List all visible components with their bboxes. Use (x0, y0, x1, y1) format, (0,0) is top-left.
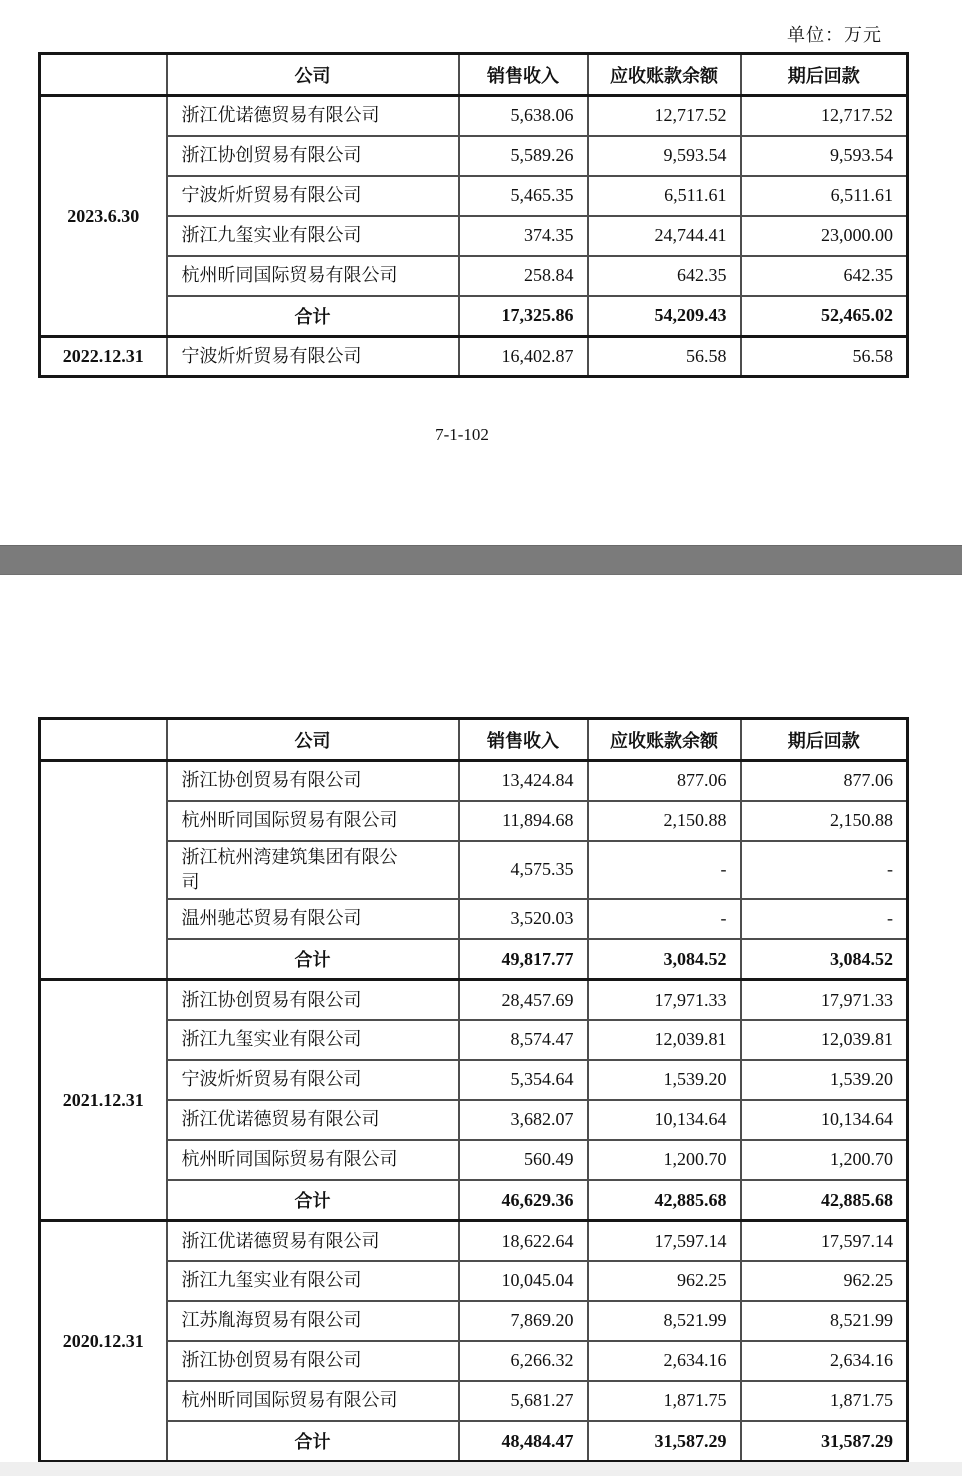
value-cell-sales: 13,424.84 (459, 761, 588, 801)
date-cell: 2023.6.30 (40, 96, 167, 337)
header-cell: 应收账款余额 (588, 54, 741, 96)
company-cell (167, 216, 459, 256)
value-cell-sales: 3,682.07 (459, 1100, 588, 1140)
company-name: 浙江优诺德贸易有限公司 (181, 1230, 380, 1251)
header-cell: 应收账款余额 (588, 719, 741, 761)
value-cell-receivable: 31,587.29 (588, 1421, 741, 1462)
value-cell-sales: 48,484.47 (459, 1421, 588, 1462)
company-name: 温州驰芯贸易有限公司 (181, 908, 362, 929)
table-row (40, 1020, 908, 1060)
table-row (40, 1140, 908, 1180)
value-cell-collection: 31,587.29 (741, 1421, 908, 1462)
company-name: 浙江九玺实业有限公司 (181, 224, 362, 245)
company-cell (167, 96, 459, 136)
total-row (40, 1421, 908, 1462)
value-cell-sales: 10,045.04 (459, 1261, 588, 1301)
value-cell-receivable: 1,200.70 (588, 1140, 741, 1180)
company-cell (167, 1221, 459, 1261)
header-cell (40, 54, 167, 96)
value-cell-sales: 17,325.86 (459, 296, 588, 337)
value-cell-collection: 2,150.88 (741, 801, 908, 841)
value-cell-receivable: 54,209.43 (588, 296, 741, 337)
header-row (40, 719, 908, 761)
total-row (40, 1180, 908, 1221)
company-cell (167, 256, 459, 296)
company-cell (167, 841, 459, 899)
value-cell-collection: 10,134.64 (741, 1100, 908, 1140)
value-cell-receivable: 56.58 (588, 337, 741, 377)
value-cell-sales: 3,520.03 (459, 899, 588, 939)
value-cell-receivable: 24,744.41 (588, 216, 741, 256)
value-cell-sales: 5,589.26 (459, 136, 588, 176)
value-cell-sales: 4,575.35 (459, 841, 588, 899)
value-cell-sales: 5,354.64 (459, 1060, 588, 1100)
company-name: 浙江协创贸易有限公司 (181, 1350, 362, 1371)
value-cell-sales: 28,457.69 (459, 980, 588, 1020)
company-name: 浙江协创贸易有限公司 (181, 144, 362, 165)
value-cell-sales: 560.49 (459, 1140, 588, 1180)
table-row (40, 176, 908, 216)
company-name: 浙江优诺德贸易有限公司 (181, 105, 380, 126)
value-cell-collection: 17,597.14 (741, 1221, 908, 1261)
value-cell-receivable: 1,871.75 (588, 1381, 741, 1421)
value-cell-collection: 2,634.16 (741, 1341, 908, 1381)
header-cell: 销售收入 (459, 719, 588, 761)
header-cell (40, 719, 167, 761)
value-cell-receivable: 42,885.68 (588, 1180, 741, 1221)
value-cell-receivable: 2,150.88 (588, 801, 741, 841)
header-cell: 公司 (167, 719, 459, 761)
company-cell (167, 801, 459, 841)
company-cell (167, 1100, 459, 1140)
value-cell-sales: 11,894.68 (459, 801, 588, 841)
value-cell-receivable: 17,597.14 (588, 1221, 741, 1261)
value-cell-receivable: 2,634.16 (588, 1341, 741, 1381)
company-cell (167, 1381, 459, 1421)
company-cell (167, 980, 459, 1020)
value-cell-receivable: 877.06 (588, 761, 741, 801)
value-cell-collection: 1,539.20 (741, 1060, 908, 1100)
value-cell-collection: 52,465.02 (741, 296, 908, 337)
company-name: 浙江杭州湾建筑集团有限公司 (181, 846, 398, 892)
value-cell-sales: 5,638.06 (459, 96, 588, 136)
company-name: 浙江优诺德贸易有限公司 (181, 1109, 380, 1130)
page-bottom-edge (0, 1462, 962, 1476)
total-label-cell: 合计 (167, 1180, 459, 1221)
table-row (40, 980, 908, 1020)
receivables-table-bottom (38, 717, 909, 1463)
company-name: 杭州昕同国际贸易有限公司 (181, 1149, 398, 1170)
company-name: 杭州昕同国际贸易有限公司 (181, 809, 398, 830)
receivables-table-top (38, 52, 909, 378)
table-row (40, 761, 908, 801)
company-cell (167, 1140, 459, 1180)
table-row (40, 899, 908, 939)
value-cell-receivable: 8,521.99 (588, 1301, 741, 1341)
company-name: 宁波炘炘贸易有限公司 (181, 184, 362, 205)
value-cell-receivable: 10,134.64 (588, 1100, 741, 1140)
value-cell-receivable: - (588, 899, 741, 939)
date-cell: 2020.12.31 (40, 1221, 167, 1462)
value-cell-sales: 18,622.64 (459, 1221, 588, 1261)
value-cell-receivable: 962.25 (588, 1261, 741, 1301)
company-cell (167, 1020, 459, 1060)
company-name: 杭州昕同国际贸易有限公司 (181, 1390, 398, 1411)
value-cell-receivable: 3,084.52 (588, 939, 741, 980)
value-cell-collection: 1,200.70 (741, 1140, 908, 1180)
company-name: 浙江协创贸易有限公司 (181, 989, 362, 1010)
value-cell-collection: 9,593.54 (741, 136, 908, 176)
value-cell-receivable: 12,717.52 (588, 96, 741, 136)
value-cell-receivable: - (588, 841, 741, 899)
value-cell-receivable: 17,971.33 (588, 980, 741, 1020)
header-cell: 期后回款 (741, 54, 908, 96)
table-row (40, 801, 908, 841)
value-cell-collection: - (741, 899, 908, 939)
company-name: 杭州昕同国际贸易有限公司 (181, 264, 398, 285)
value-cell-collection: 877.06 (741, 761, 908, 801)
value-cell-receivable: 9,593.54 (588, 136, 741, 176)
value-cell-receivable: 1,539.20 (588, 1060, 741, 1100)
date-cell: 2021.12.31 (40, 980, 167, 1221)
company-name: 浙江九玺实业有限公司 (181, 1270, 362, 1291)
value-cell-collection: 3,084.52 (741, 939, 908, 980)
company-cell (167, 1341, 459, 1381)
table-row (40, 136, 908, 176)
value-cell-sales: 258.84 (459, 256, 588, 296)
company-name: 宁波炘炘贸易有限公司 (181, 1069, 362, 1090)
header-cell: 期后回款 (741, 719, 908, 761)
company-cell (167, 899, 459, 939)
value-cell-collection: 12,039.81 (741, 1020, 908, 1060)
company-name: 浙江协创贸易有限公司 (181, 770, 362, 791)
company-cell (167, 1301, 459, 1341)
company-cell (167, 1060, 459, 1100)
table-row (40, 1301, 908, 1341)
table-row (40, 841, 908, 899)
company-cell (167, 337, 459, 377)
value-cell-sales: 374.35 (459, 216, 588, 256)
header-row (40, 54, 908, 96)
header-cell: 销售收入 (459, 54, 588, 96)
table-row (40, 1381, 908, 1421)
value-cell-sales: 5,681.27 (459, 1381, 588, 1421)
table-row (40, 96, 908, 136)
table-row (40, 1100, 908, 1140)
value-cell-receivable: 642.35 (588, 256, 741, 296)
company-cell (167, 761, 459, 801)
value-cell-collection: - (741, 841, 908, 899)
unit-label: 单位：万元 (787, 25, 882, 45)
value-cell-collection: 23,000.00 (741, 216, 908, 256)
date-cell: 2022.12.31 (40, 337, 167, 377)
value-cell-collection: 12,717.52 (741, 96, 908, 136)
value-cell-collection: 17,971.33 (741, 980, 908, 1020)
page-separator-bar (0, 545, 962, 575)
total-label-cell: 合计 (167, 939, 459, 980)
company-name: 宁波炘炘贸易有限公司 (181, 345, 362, 366)
table-row (40, 256, 908, 296)
total-row (40, 296, 908, 337)
company-cell (167, 136, 459, 176)
total-row (40, 939, 908, 980)
value-cell-sales: 7,869.20 (459, 1301, 588, 1341)
company-name: 浙江九玺实业有限公司 (181, 1029, 362, 1050)
table-row (40, 337, 908, 377)
value-cell-collection: 56.58 (741, 337, 908, 377)
table-row (40, 1221, 908, 1261)
company-cell (167, 1261, 459, 1301)
table-row (40, 1341, 908, 1381)
total-label-cell: 合计 (167, 1421, 459, 1462)
value-cell-sales: 46,629.36 (459, 1180, 588, 1221)
value-cell-sales: 5,465.35 (459, 176, 588, 216)
value-cell-receivable: 12,039.81 (588, 1020, 741, 1060)
value-cell-sales: 8,574.47 (459, 1020, 588, 1060)
value-cell-collection: 962.25 (741, 1261, 908, 1301)
table-row (40, 1261, 908, 1301)
value-cell-collection: 42,885.68 (741, 1180, 908, 1221)
company-name: 江苏胤海贸易有限公司 (181, 1310, 362, 1331)
company-cell (167, 176, 459, 216)
page-number: 7-1-102 (435, 425, 489, 444)
header-cell: 公司 (167, 54, 459, 96)
table-row (40, 216, 908, 256)
value-cell-receivable: 6,511.61 (588, 176, 741, 216)
value-cell-sales: 49,817.77 (459, 939, 588, 980)
value-cell-sales: 16,402.87 (459, 337, 588, 377)
table-row (40, 1060, 908, 1100)
value-cell-sales: 6,266.32 (459, 1341, 588, 1381)
value-cell-collection: 1,871.75 (741, 1381, 908, 1421)
value-cell-collection: 8,521.99 (741, 1301, 908, 1341)
total-label-cell: 合计 (167, 296, 459, 337)
value-cell-collection: 642.35 (741, 256, 908, 296)
value-cell-collection: 6,511.61 (741, 176, 908, 216)
date-cell (40, 761, 167, 980)
